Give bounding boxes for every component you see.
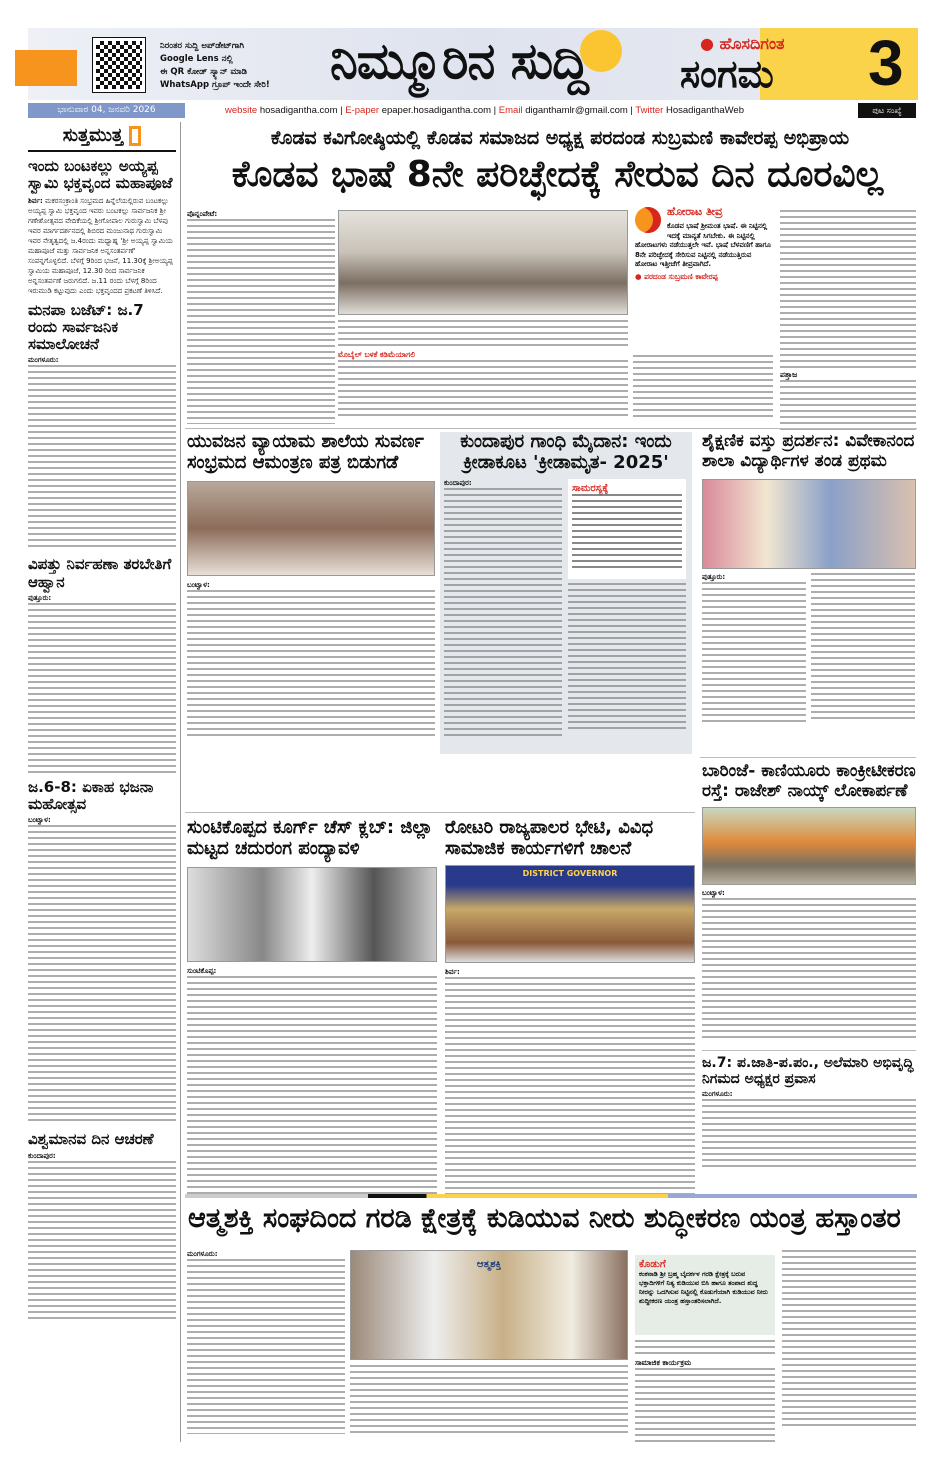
lead-headline: ಕೊಡವ ಭಾಷೆ 8ನೇ ಪರಿಚ್ಛೇದಕ್ಕೆ ಸೇರುವ ದಿನ ದೂರವಿಲ್ಲ	[231, 154, 884, 195]
story-headline: ಸುಂಟಿಕೊಪ್ಪದ ಕೂರ್ಗ್ ಚೆಸ್ ಕ್ಲಬ್: ಜಿಲ್ಲಾ ಮಟ್ಟದ ಚದುರಂಗ ಪಂದ್ಯಾವಳಿ	[187, 817, 433, 859]
story-body-lines	[445, 977, 695, 1197]
bottom-col-5	[782, 1250, 916, 1430]
left-column	[28, 125, 176, 1321]
box-text: ಕಂಕನಾಡಿ ಶ್ರೀ ಬ್ರಹ್ಮ ಬೈದರ್ಕಳ ಗರಡಿ ಕ್ಷೇತ್ರಕ್ಕೆ ಬರುವ ಭಕ್ತಾದಿಗಳಿಗೆ ನಿತ್ಯ ಕುಡಿಯುವ ಬಿಸಿ ಹಾಗೂ ತಂಪಾದ ಶುದ್ಧ ನೀರನ್ನು ಒದಗಿಸುವ ನಿಟ್ಟಿನಲ್ಲಿ ಕೊಡುಗೆಯಾಗಿ ಕುಡಿಯುವ ನೀರು ಶುದ್ಧೀಕರಣ ಯಂತ್ರ ಹಸ್ತಾಂತರಿಸಲಾಗಿದೆ.	[639, 1270, 768, 1305]
story-headline: ಮನಪಾ ಬಜೆಟ್: ಜ.7 ರಂದು ಸಾರ್ವಜನಿಕ ಸಮಾಲೋಚನೆ	[28, 300, 144, 353]
dateline: ಕುಂದಾಪುರ:	[28, 1151, 56, 1160]
twitter-link[interactable]: HosadiganthaWeb	[665, 105, 744, 116]
story-headline: ಶೈಕ್ಷಣಿಕ ವಸ್ತು ಪ್ರದರ್ಶನ: ವಿವೇಕಾನಂದ ಶಾಲಾ ವಿದ್ಯಾರ್ಥಿಗಳ ತಂಡ ಪ್ರಥಮ	[702, 431, 915, 471]
divider	[702, 1050, 916, 1051]
box-text-lines	[572, 494, 682, 569]
story-body-lines	[702, 1099, 916, 1169]
qr-caption-line: Google Lens ನಲ್ಲಿ	[160, 54, 233, 64]
story-body-lines	[28, 825, 176, 1125]
highlight-box	[568, 479, 686, 579]
story-body-lines	[338, 320, 628, 350]
qr-code-icon	[93, 38, 145, 92]
divider	[700, 757, 916, 758]
story-body-lines	[28, 365, 176, 550]
contact-links: website hosadigantha.com | E-paper epaper.hosadigantha.com | Email diganthamlr@gmail.com | Twitter HosadiganthaWeb	[225, 105, 744, 116]
story-photo	[187, 481, 435, 576]
qr-caption-line: ಈ QR ಕೋಡ್ ಸ್ಕ್ಯಾನ್ ಮಾಡಿ	[160, 67, 247, 77]
dateline: ಪೊನ್ನಂಪೇಟೆ:	[187, 210, 218, 218]
photo-banner-text: DISTRICT GOVERNOR	[522, 869, 618, 879]
story-text: ಮಕರಸಂಕ್ರಾಂತಿ ಸಂಭ್ರಮದ ಹಿನ್ನೆಲೆಯಲ್ಲಿರುವ ಬಂಟಕಲ್ಲು ಅಯ್ಯಪ್ಪ ಸ್ವಾಮಿ ಭಕ್ತವೃಂದ ಇವರು ಬಂಟಕಲ್ಲು ಸಾರ್ವಜನಿಕ ಶ್ರೀ ಗಣೇಶೋತ್ಸವದ ವೇದಿಕೆಯಲ್ಲಿ ಶ್ರೀಗೋಪಾಲ ಗುರುಸ್ವಾಮಿ ಬೆಳಪು ಇವರ ಮಾರ್ಗದರ್ಶನದಲ್ಲಿ ಶಿಬಿರದ ಮಂಜುನಾಥ ಗುರುಸ್ವಾಮಿ ಇವರ ನೇತೃತ್ವದಲ್ಲಿ ಜ.4ರಂದು ಮಧ್ಯಾಹ್ನ 'ಶ್ರೀ ಅಯ್ಯಪ್ಪ ಸ್ವಾಮಿಯ ಮಹಾಪೂಜೆ ಮತ್ತು ಸಾರ್ವಜನಿಕ ಅನ್ನಸಂತರ್ಪಣೆ' ಸಂಪನ್ನಗೊಳ್ಳಲಿದೆ. ಬೆಳಗ್ಗೆ 9ರಿಂದ ಭಜನೆ, 11.30ಕ್ಕೆ ಶ್ರೀಅಯ್ಯಪ್ಪ ಸ್ವಾಮಿಯ ಮಹಾಪೂಜೆ, 12.30 ರಿಂದ ಸಾರ್ವಜನಿಕ ಅನ್ನಸಂತರ್ಪಣೆ ಜರುಗಲಿದೆ. ಜ.11 ರಂದು ಬೆಳಗ್ಗೆ 8ರಿಂದ ಇರುಮುಡಿ ಕಟ್ಟುವುದು ಎಂದು ಭಕ್ತವೃಂದದ ಪ್ರಕಟಣೆ ತಿಳಿಸಿದೆ.	[28, 196, 173, 295]
story-headline: ವಿಪತ್ತು ನಿರ್ವಹಣಾ ತರಬೇತಿಗೆ ಆಹ್ವಾನ	[28, 555, 172, 591]
quote-text: ಕೊಡವ ಭಾಷೆ ಶ್ರೀಮಂತ ಭಾಷೆ. ಈ ನಿಟ್ಟಿನಲ್ಲಿ ಇದಕ್ಕೆ ಮಾನ್ಯತೆ ಸಿಗಬೇಕು. ಈ ನಿಟ್ಟಿನಲ್ಲಿ ಹೋರಾಟಗಳು ನಡೆಯುತ್ತಲೇ ಇವೆ. ಭಾಷೆ ಬೆಳವಣಿಗೆ ಹಾಗೂ 8ನೇ ಪರಿಚ್ಛೇದಕ್ಕೆ ಸೇರಿಸುವ ನಿಟ್ಟಿನಲ್ಲಿ ನಡೆಯುತ್ತಿರುವ ಹೋರಾಟ ಇತ್ತೀಚೆಗೆ ತೀವ್ರವಾಗಿದೆ.	[635, 222, 771, 268]
bottom-cols-below	[350, 1365, 628, 1435]
website-label: website	[225, 105, 258, 116]
bottom-col-1	[187, 1250, 345, 1434]
accent-block	[15, 50, 77, 86]
column-logo	[28, 125, 176, 152]
story-body	[28, 196, 176, 296]
qr-caption-line: WhatsApp ಗ್ರೂಪ್ ಇಂದೇ ಸೇರಿ!	[160, 80, 270, 90]
lead-col-1	[187, 210, 335, 424]
bottom-photo	[350, 1250, 628, 1360]
story-body-lines	[187, 219, 335, 424]
twitter-label: Twitter	[635, 105, 664, 116]
story-body-lines	[187, 976, 437, 1196]
brand-name: ಹೊಸದಿಗಂತ	[719, 34, 785, 53]
bottom-headline: ಆತ್ಮಶಕ್ತಿ ಸಂಘದಿಂದ ಗರಡಿ ಕ್ಷೇತ್ರಕ್ಕೆ ಕುಡಿಯುವ ನೀರು ಶುದ್ಧೀಕರಣ ಯಂತ್ರ ಹಸ್ತಾಂತರ	[188, 1203, 901, 1234]
dateline: ಪುತ್ತೂರು:	[702, 573, 726, 582]
lead-col-5	[780, 210, 916, 430]
story-photo	[187, 867, 437, 962]
dateline: ಪುತ್ತೂರು:	[28, 593, 52, 602]
story-photo	[702, 807, 916, 885]
lead-photo	[338, 210, 628, 315]
dateline: ಬಂಟ್ವಾಳ:	[702, 889, 725, 898]
quote-box	[635, 205, 775, 282]
column-logo-text: ಸುತ್ತಮುತ್ತ	[62, 125, 123, 146]
lead-kicker: ಕೊಡವ ಕವಿಗೋಷ್ಠಿಯಲ್ಲಿ ಕೊಡವ ಸಮಾಜದ ಅಧ್ಯಕ್ಷ ಪರದಂಡ ಸುಬ್ರಮಣಿ ಕಾವೇರಪ್ಪ ಅಭಿಪ್ರಾಯ	[270, 127, 850, 149]
bottom-col-4	[635, 1340, 775, 1443]
section-title: ನಿಮ್ಮೂರಿನ ಸುದ್ದಿ	[330, 32, 588, 90]
story-photo	[702, 479, 916, 569]
story-body-lines	[350, 1365, 628, 1435]
story-body-lines	[633, 355, 773, 420]
story-body-lines	[780, 210, 916, 370]
bottom-box	[635, 1255, 775, 1335]
dateline: ಬಂಟ್ವಾಳ:	[187, 581, 210, 590]
brand-logo: ● ಹೊಸದಿಗಂತ	[700, 34, 785, 53]
quote-title: ಹೋರಾಟ ತೀವ್ರ	[667, 205, 723, 218]
divider	[185, 812, 695, 813]
photo-banner-text: ಆತ್ಮಶಕ್ತಿ	[476, 1259, 502, 1270]
story-headline: ಇಂದು ಬಂಟಕಲ್ಲು ಅಯ್ಯಪ್ಪ ಸ್ವಾಮಿ ಭಕ್ತವೃಂದ ಮಹಾಪೂಜೆ	[28, 157, 173, 193]
lead-col-4	[633, 355, 773, 420]
lead-subhead: ಪತ್ತಾಜ	[780, 370, 798, 379]
story-tour	[702, 1055, 916, 1169]
story-headline: ಬಾರಿಂಜೆ- ಕಾಣಿಯೂರು ಕಾಂಕ್ರೀಟೀಕರಣ ರಸ್ತೆ: ರಾಜೇಶ್ ನಾಯ್ಕ್ ಲೋಕಾರ್ಪಣೆ	[702, 761, 916, 801]
dateline: ಮಂಗಳೂರು:	[28, 356, 59, 365]
dateline: ಶಿರ್ವ:	[28, 196, 43, 205]
story-headline: ಕುಂದಾಪುರ ಗಾಂಧಿ ಮೈದಾನ: ಇಂದು ಕ್ರೀಡಾಕೂಟ 'ಕ್ರೀಡಾಮೃತ- 2025'	[460, 431, 672, 473]
quote-author-name: ಪರದಂಡ ಸುಬ್ರಮಣಿ ಕಾವೇರಪ್ಪ	[644, 271, 718, 281]
lead-cols-below	[338, 320, 628, 420]
email-link[interactable]: diganthamlr@gmail.com	[525, 105, 628, 116]
story-body-lines	[28, 603, 176, 773]
date-bar	[28, 103, 185, 118]
story-body-lines	[187, 590, 435, 740]
story-headline: ಜ.7: ಪ.ಜಾತಿ-ಪ.ಪಂ., ಅಲೆಮಾರಿ ಅಭಿವೃದ್ಧಿ ನಿಗಮದ ಅಧ್ಯಕ್ಷರ ಪ್ರವಾಸ	[702, 1055, 914, 1088]
story-body-lines	[702, 898, 916, 1038]
story-body-lines	[28, 1161, 176, 1321]
column-divider	[180, 122, 181, 1442]
epaper-link[interactable]: epaper.hosadigantha.com	[381, 105, 492, 116]
story-sports-meet	[440, 432, 692, 754]
story-headline: ಜ.6-8: ಏಕಾಹ ಭಜನಾ ಮಹೋತ್ಸವ	[28, 777, 154, 813]
supplement-title: ಸಂಗಮ	[680, 52, 774, 96]
lead-subhead: ಮೊಬೈಲ್ ಬಳಕೆ ಕಡಿಮೆಯಾಗಲಿ	[338, 350, 415, 359]
box-title: ಕೊಡುಗೆ	[639, 1259, 666, 1270]
bottom-subhead: ಸಾಮಾಜಿಕ ಕಾರ್ಯಕ್ರಮ	[635, 1358, 692, 1367]
dateline: ಮಂಗಳೂರು:	[702, 1090, 733, 1099]
story-photo	[445, 865, 695, 963]
story-body-lines	[780, 380, 916, 430]
dateline: ಶಿರ್ವ:	[445, 968, 460, 977]
page-number: 3	[868, 27, 904, 99]
story-headline: ರೋಟರಿ ರಾಜ್ಯಪಾಲರ ಭೇಟಿ, ವಿವಿಧ ಸಾಮಾಜಿಕ ಕಾರ್ಯಗಳಿಗೆ ಚಾಲನೆ	[445, 817, 654, 859]
qr-caption	[160, 40, 270, 92]
quote-author: ● ಪರದಂಡ ಸುಬ್ರಮಣಿ ಕಾವೇರಪ್ಪ	[635, 271, 718, 281]
dateline: ಬಂಟ್ವಾಳ:	[28, 816, 51, 825]
story-headline: ವಿಶ್ವಮಾನವ ದಿನ ಆಚರಣೆ	[28, 1130, 154, 1149]
story-gym	[187, 432, 435, 740]
story-headline: ಯುವಜನ ವ್ಯಾಯಾಮ ಶಾಲೆಯ ಸುವರ್ಣ ಸಂಭ್ರಮದ ಆಮಂತ್ರಣ ಪತ್ರ ಬಿಡುಗಡೆ	[187, 431, 424, 473]
epaper-label: E-paper	[345, 105, 380, 116]
page-label: ಪುಟ ಸಂಖ್ಯೆ	[872, 106, 902, 115]
email-label: Email	[498, 105, 523, 116]
story-road	[702, 762, 916, 1038]
story-body-lines	[187, 1259, 345, 1434]
box-title: ಸಾಮರಸ್ಯಕ್ಕೆ	[572, 483, 609, 495]
page-label-box	[858, 103, 916, 118]
dateline: ಸುಂಟಿಕೊಪ್ಪ:	[187, 967, 217, 976]
story-chess	[187, 818, 437, 1196]
story-rotary	[445, 818, 695, 1197]
story-body-lines	[635, 1368, 775, 1443]
window-icon	[129, 126, 141, 146]
section-separator	[185, 1194, 917, 1198]
website-link[interactable]: hosadigantha.com	[259, 105, 338, 116]
dateline: ಕುಂದಾಪುರ:	[444, 479, 472, 488]
story-body-lines	[444, 488, 562, 738]
dateline: ಮಂಗಳೂರು:	[187, 1250, 218, 1258]
story-body-lines	[811, 573, 915, 723]
issue-date: ಭಾನುವಾರ 04, ಜನವರಿ 2026	[57, 105, 156, 115]
story-body-lines	[782, 1250, 916, 1430]
story-body-lines	[635, 1340, 775, 1358]
qr-caption-line: ನಿರಂತರ ಸುದ್ದಿ ಅಪ್‌ಡೇಟ್‌ಗಾಗಿ	[160, 41, 244, 51]
divider	[185, 428, 917, 429]
story-body-lines	[702, 582, 806, 722]
story-exhibition	[702, 432, 916, 723]
story-body-lines	[568, 583, 686, 733]
story-body-lines	[338, 360, 628, 420]
quote-icon	[635, 207, 661, 233]
